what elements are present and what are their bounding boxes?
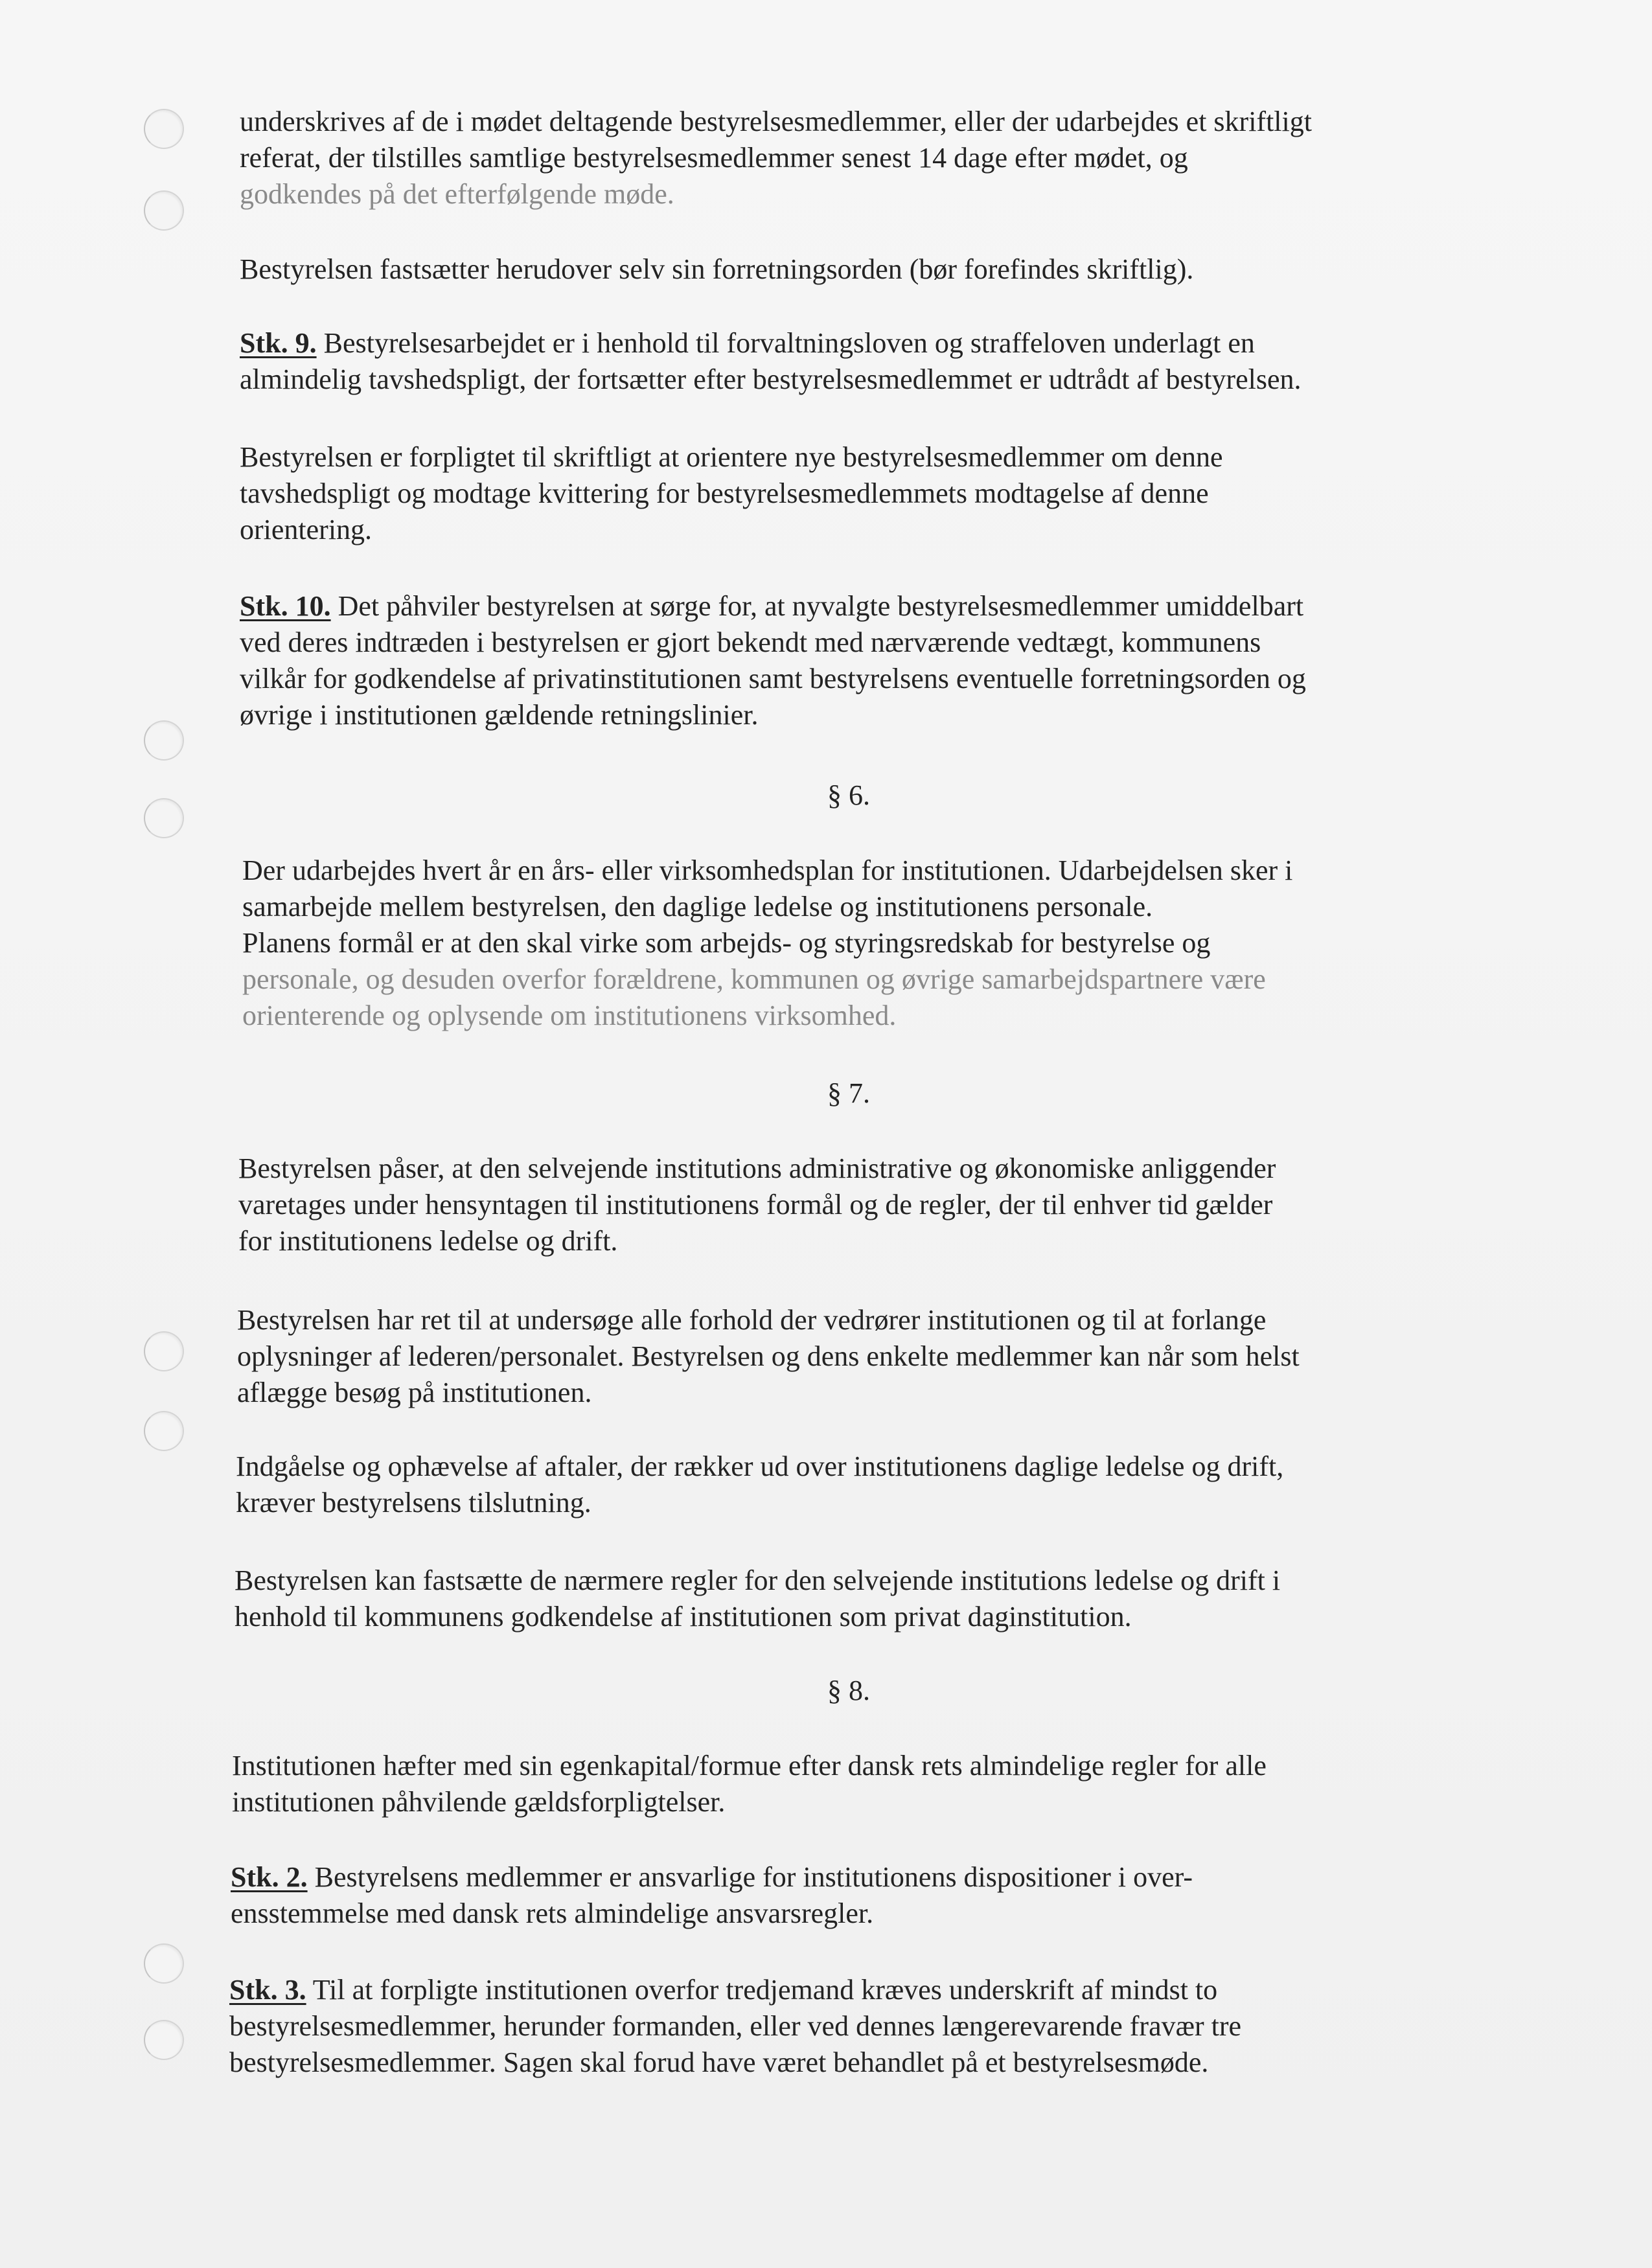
continuation-line: underskrives af de i mødet deltagende bestyrelsesmedlemmer, eller der udarbejdes et skriftligt <box>240 106 1312 137</box>
continuation-line: godkendes på det efterfølgende møde. <box>240 178 674 210</box>
stk-label: Stk. 2. <box>231 1861 308 1893</box>
continuation-line: referat, der tilstilles samtlige bestyrelsesmedlemmer senest 14 dage efter mødet, og <box>240 142 1188 174</box>
stk-label: Stk. 10. <box>240 590 331 622</box>
stk-label: Stk. 3. <box>229 1974 306 2006</box>
punch-hole <box>144 720 184 761</box>
paragraph-text: Indgåelse og ophævelse af aftaler, der rækker ud over institutionens daglige ledelse og drift, kræver bestyrelsens tilslutning. <box>236 1450 1284 1518</box>
paragraph-line: personale, og desuden overfor forældrene, kommunen og øvrige samarbejdspartnere være <box>242 963 1266 995</box>
section-8-paragraph-1 <box>232 1748 1489 1820</box>
paragraph-orientering <box>240 439 1497 548</box>
stk-label: Stk. 9. <box>240 327 317 359</box>
paragraph-text: Bestyrelsen har ret til at undersøge alle forhold der vedrører institutionen og til at forlange oplysninger af lederen/personalet. Bestyrelsen og dens enkelte medlemmer kan når som helst aflægge besøg på institutionen. <box>237 1304 1300 1408</box>
section-6-paragraph <box>242 853 1499 1034</box>
paragraph-forretningsorden <box>240 251 1497 288</box>
section-7-paragraph-4 <box>235 1563 1491 1635</box>
stk-text: Bestyrelsesarbejdet er i henhold til forvaltningsloven og straffeloven underlagt en almindelig tavshedspligt, der fortsætter efter bestyrelsesmedlemmet er udtrådt af bestyrelsen. <box>240 327 1302 395</box>
paragraph-text: Institutionen hæfter med sin egenkapital/formue efter dansk rets almindelige regler for alle institutionen påhvilende gældsforpligtelser. <box>232 1750 1267 1818</box>
section-heading-7: § 7. <box>827 1077 870 1109</box>
stk-10-paragraph <box>240 588 1497 733</box>
punch-hole <box>144 109 184 149</box>
continuation-paragraph <box>240 104 1497 212</box>
punch-hole <box>144 1411 184 1451</box>
stk-3-paragraph <box>229 1972 1486 2081</box>
section-heading-6: § 6. <box>827 779 870 811</box>
paragraph-text: Bestyrelsen fastsætter herudover selv sin forretningsorden (bør forefindes skriftlig). <box>240 253 1194 285</box>
stk-text: Bestyrelsens medlemmer er ansvarlige for institutionens dispositioner i over- ensstemmelse med dansk rets almindelige ansvarsregler. <box>231 1861 1193 1929</box>
stk-text: Det påhviler bestyrelsen at sørge for, at nyvalgte bestyrelsesmedlemmer umiddelbart ved deres indtræden i bestyrelsen er gjort bekendt med nærværende vedtægt, kommunens vilkår for godkendelse af privatinstitutionen samt bestyrelsens eventuelle forretningsorden og øvrige i institutionen gældende retningslinier. <box>240 590 1306 731</box>
stk-9-paragraph <box>240 325 1497 398</box>
paragraph-text: Bestyrelsen påser, at den selvejende institutions administrative og økonomiske anliggender varetages under hensyntagen til institutionens formål og de regler, der til enhver tid gælder for institutionens ledelse og drift. <box>238 1152 1276 1257</box>
punch-hole <box>144 190 184 231</box>
section-7-paragraph-3 <box>236 1449 1493 1521</box>
stk-2-paragraph <box>231 1859 1487 1932</box>
section-7-paragraph-1 <box>238 1151 1495 1259</box>
stk-text: Til at forpligte institutionen overfor tredjemand kræves underskrift af mindst to bestyrelsesmedlemmer, herunder formanden, eller ved dennes længerevarende fravær tre bestyrelsesmedlemmer. Sagen skal forud have været behandlet på et bestyrelsesmøde. <box>229 1974 1242 2078</box>
punch-hole <box>144 2020 184 2060</box>
paragraph-line: Der udarbejdes hvert år en års- eller virksomhedsplan for institutionen. Udarbejdelsen sker i <box>242 854 1293 886</box>
section-heading-8: § 8. <box>827 1675 870 1706</box>
punch-hole <box>144 1943 184 1984</box>
paragraph-text: Bestyrelsen kan fastsætte de nærmere regler for den selvejende institutions ledelse og drift i henhold til kommunens godkendelse af institutionen som privat daginstitution. <box>235 1564 1281 1632</box>
paragraph-line: Planens formål er at den skal virke som arbejds- og styringsredskab for bestyrelse og <box>242 927 1211 959</box>
paragraph-line: samarbejde mellem bestyrelsen, den daglige ledelse og institutionens personale. <box>242 891 1153 922</box>
paragraph-line: orienterende og oplysende om institutionens virksomhed. <box>242 1000 897 1031</box>
punch-hole <box>144 1331 184 1371</box>
paragraph-text: Bestyrelsen er forpligtet til skriftligt at orientere nye bestyrelsesmedlemmer om denne tavshedspligt og modtage kvittering for bestyrelsesmedlemmets modtagelse af denne orientering. <box>240 441 1223 545</box>
section-7-paragraph-2 <box>237 1302 1494 1411</box>
